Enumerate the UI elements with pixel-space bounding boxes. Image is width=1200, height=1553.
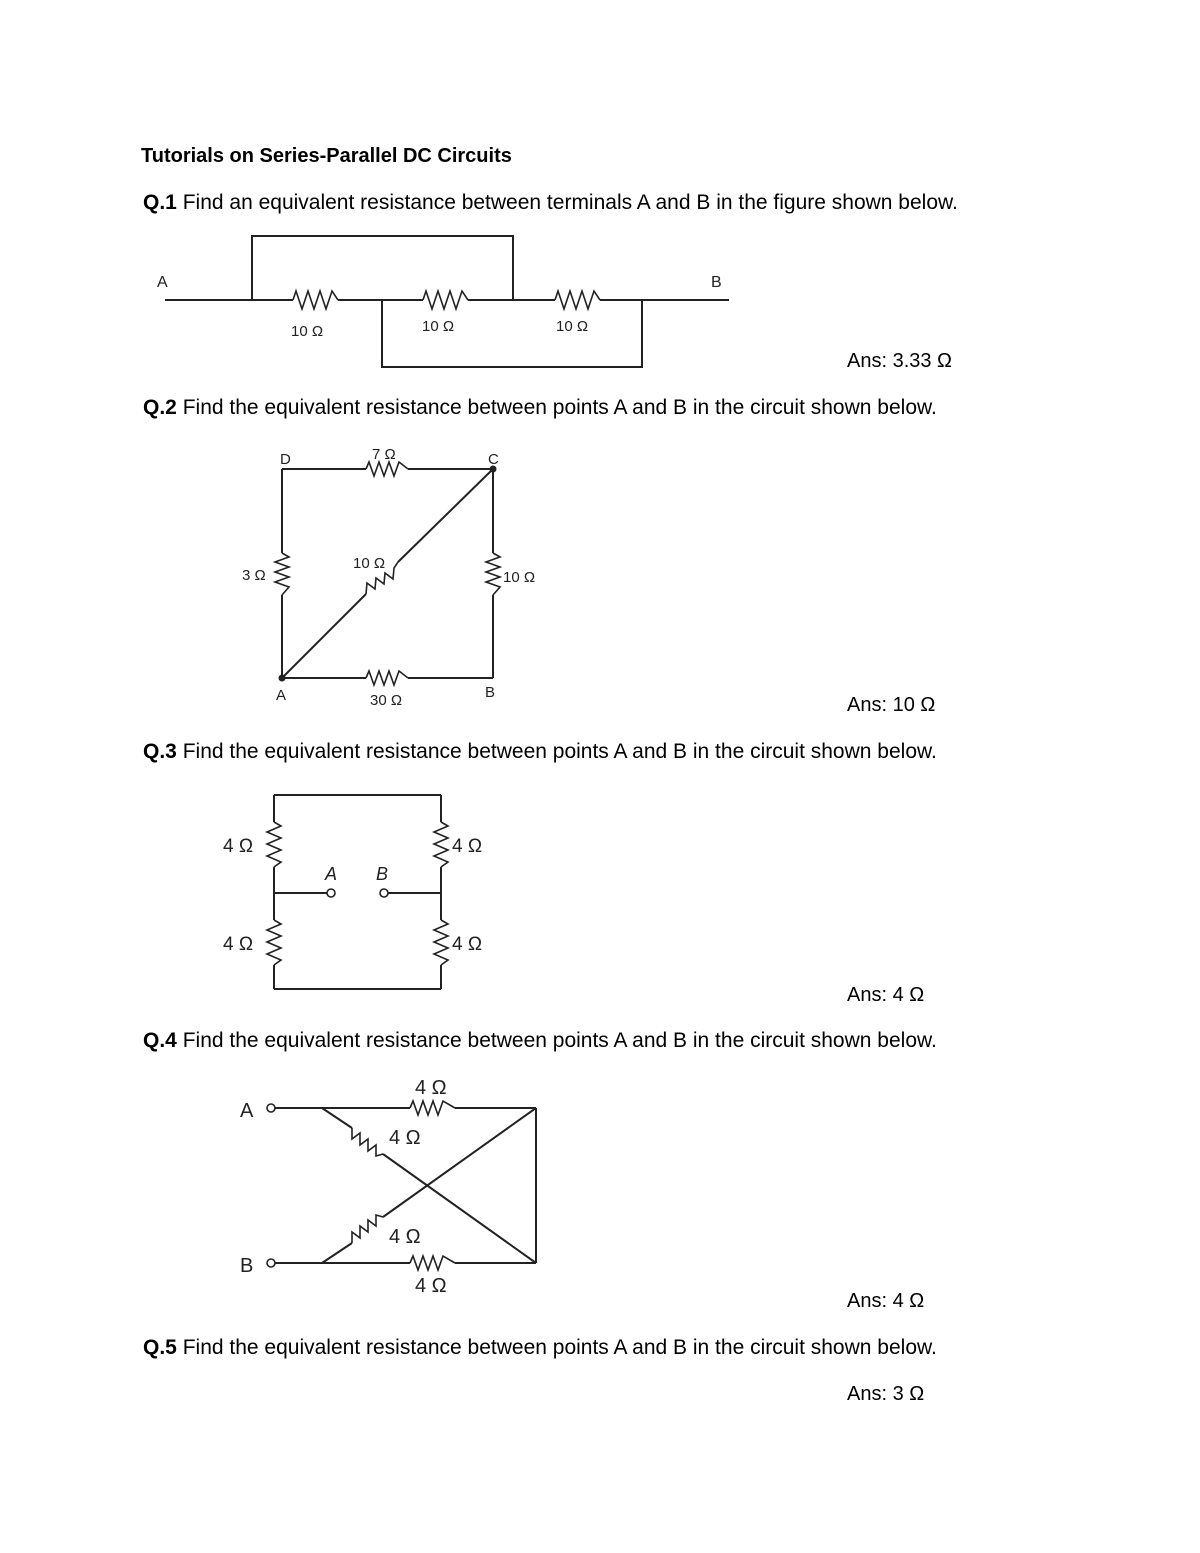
wire (322, 1108, 352, 1128)
terminal-a-label: A (325, 864, 338, 884)
question-text: Find the equivalent resistance between points A and B in the circuit shown below. (182, 396, 937, 419)
resistor-3-label: 3 Ω (242, 567, 266, 584)
terminal-b-label: B (376, 864, 389, 884)
terminal-b-label: B (240, 1255, 254, 1277)
node-c-label: C (488, 451, 499, 468)
resistor-top-label: 4 Ω (415, 1077, 447, 1099)
resistor-1-label: 10 Ω (291, 323, 324, 340)
question-number: Q.1 (143, 191, 177, 214)
resistor-diagonal-bottom (352, 1215, 383, 1243)
terminal-a-label: A (240, 1100, 254, 1122)
wire (383, 1108, 536, 1217)
question-number: Q.2 (143, 396, 177, 419)
resistor-10-right-label: 10 Ω (503, 569, 536, 586)
resistor-2-label: 10 Ω (422, 318, 455, 335)
terminal-a-label: A (157, 274, 168, 291)
terminal-a (267, 1104, 275, 1112)
resistor-30-label: 30 Ω (370, 692, 403, 709)
question-text: Find the equivalent resistance between points A and B in the circuit shown below. (182, 1029, 937, 1052)
resistor-bottom-label: 4 Ω (415, 1275, 447, 1297)
question-text: Find the equivalent resistance between points A and B in the circuit shown below. (182, 1336, 937, 1359)
question-text: Find the equivalent resistance between points A and B in the circuit shown below. (182, 740, 937, 763)
resistor-10-diagonal-label: 10 Ω (353, 555, 386, 572)
node-d-label: D (280, 451, 291, 468)
node-a-label: A (276, 687, 287, 704)
question-text: Find an equivalent resistance between terminals A and B in the figure shown below. (182, 191, 958, 214)
resistor-top-right-label: 4 Ω (452, 836, 483, 857)
resistor-7-label: 7 Ω (372, 446, 396, 463)
resistor-bottom-left-label: 4 Ω (223, 934, 254, 955)
node-b-label: B (485, 684, 496, 701)
answer-5: Ans: 3 Ω (847, 1383, 925, 1405)
resistor-diagonal-top-label: 4 Ω (389, 1127, 421, 1149)
resistor-diagonal-top (352, 1128, 383, 1156)
resistor-bottom-right-label: 4 Ω (452, 934, 483, 955)
resistor-bottom (410, 1256, 455, 1270)
page-title: Tutorials on Series-Parallel DC Circuits (141, 145, 512, 167)
terminal-b-label: B (711, 274, 722, 291)
terminal-b (267, 1259, 275, 1267)
answer-4: Ans: 4 Ω (847, 1290, 925, 1312)
resistor-diagonal-bottom-label: 4 Ω (389, 1226, 421, 1248)
resistor-top (410, 1101, 455, 1115)
answer-1: Ans: 3.33 Ω (847, 350, 953, 372)
question-number: Q.5 (143, 1336, 177, 1359)
question-number: Q.3 (143, 740, 177, 763)
wire (322, 1243, 352, 1263)
answer-2: Ans: 10 Ω (847, 694, 936, 716)
resistor-top-left-label: 4 Ω (223, 836, 254, 857)
resistor-3-label: 10 Ω (556, 318, 589, 335)
question-number: Q.4 (143, 1029, 177, 1052)
answer-3: Ans: 4 Ω (847, 984, 925, 1006)
